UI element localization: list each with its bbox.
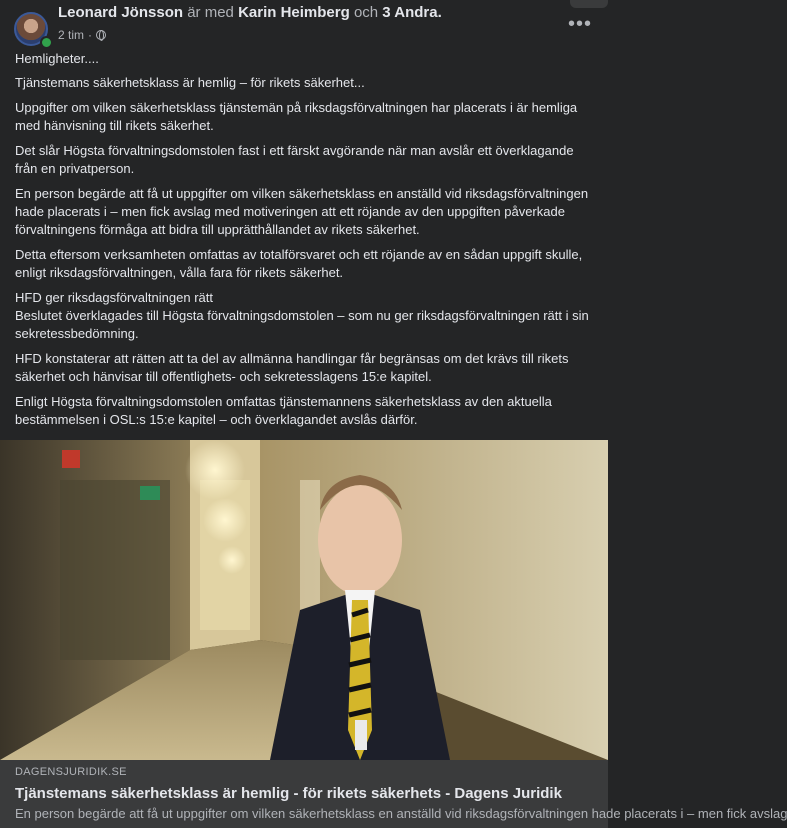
post-paragraph: Detta eftersom verksamheten omfattas av totalförsvaret och ett röjande av en sådan uppgift skulle, enligt riksdagsförvaltningen, vålla fara för rikets säkerhet. (15, 247, 583, 280)
separator: · (88, 28, 93, 42)
post-paragraph: Uppgifter om vilken säkerhetsklass tjänstemän på riksdagsförvaltningen har placerats i är hemliga med hänvisning till rikets säkerhet. (15, 100, 578, 133)
post-paragraph: En person begärde att få ut uppgifter om vilken säkerhetsklass en anställd vid riksdagsförvaltningen hade placerats i – men fick avslag med motiveringen att ett röjande av den uppgiften påverkade förvaltningens förmåga att bidra till upprätthållandet av rikets säkerhet. (15, 186, 589, 237)
post-paragraph: Enligt Högsta förvaltningsdomstolen omfattas tjänstemannens säkerhetsklass av den aktuella bestämmelsen i OSL:s 15:e kapitel – och överklagandet avslås därför. (15, 394, 552, 427)
post-paragraph: Tjänstemans säkerhetsklass är hemlig – för rikets säkerhet... (15, 75, 365, 90)
link-description: En person begärde att få ut uppgifter om vilken säkerhetsklass en anställd vid riksdagsförvaltningen hade placerats i – men fick avslag (15, 806, 787, 821)
post-header (14, 4, 596, 48)
more-options-icon: ••• (567, 13, 592, 35)
others-link[interactable]: 3 Andra. (382, 4, 442, 21)
more-options-button[interactable] (568, 15, 592, 33)
author-name[interactable]: Leonard Jönsson (58, 4, 184, 21)
with-text: är med (187, 4, 234, 21)
globe-icon (96, 30, 106, 40)
author-line (58, 4, 442, 21)
post-paragraph: HFD konstaterar att rätten att ta del av allmänna handlingar får begränsas om det krävs till rikets säkerhet och hänvisar till offentlighets- och sekretesslagens 15:e kapitel. (15, 351, 569, 384)
link-title[interactable]: Tjänstemans säkerhetsklass är hemlig - för rikets säkerhets - Dagens Juridik (15, 785, 562, 802)
link-preview-image[interactable] (0, 440, 608, 760)
post-paragraph: Det slår Högsta förvaltningsdomstolen fast i ett färskt avgörande när man avslår ett överklagande från en privatperson. (15, 143, 574, 176)
post-time[interactable]: 2 tim (58, 28, 85, 42)
online-status-icon (40, 36, 53, 49)
link-domain: DAGENSJURIDIK.SE (15, 766, 127, 778)
post-meta (58, 28, 106, 42)
post-paragraph: Hemligheter.... (15, 51, 99, 66)
tab-stub (570, 0, 608, 8)
post-text (15, 50, 595, 436)
link-preview-card[interactable] (0, 760, 787, 828)
corridor-photo (0, 440, 608, 760)
tagged-name[interactable]: Karin Heimberg (238, 4, 350, 21)
and-text: och (353, 4, 379, 21)
post-paragraph: HFD ger riksdagsförvaltningen rätt Beslutet överklagades till Högsta förvaltningsdomstolen – som nu ger riksdagsförvaltningen rätt i sin sekretessbedömning. (15, 290, 589, 341)
